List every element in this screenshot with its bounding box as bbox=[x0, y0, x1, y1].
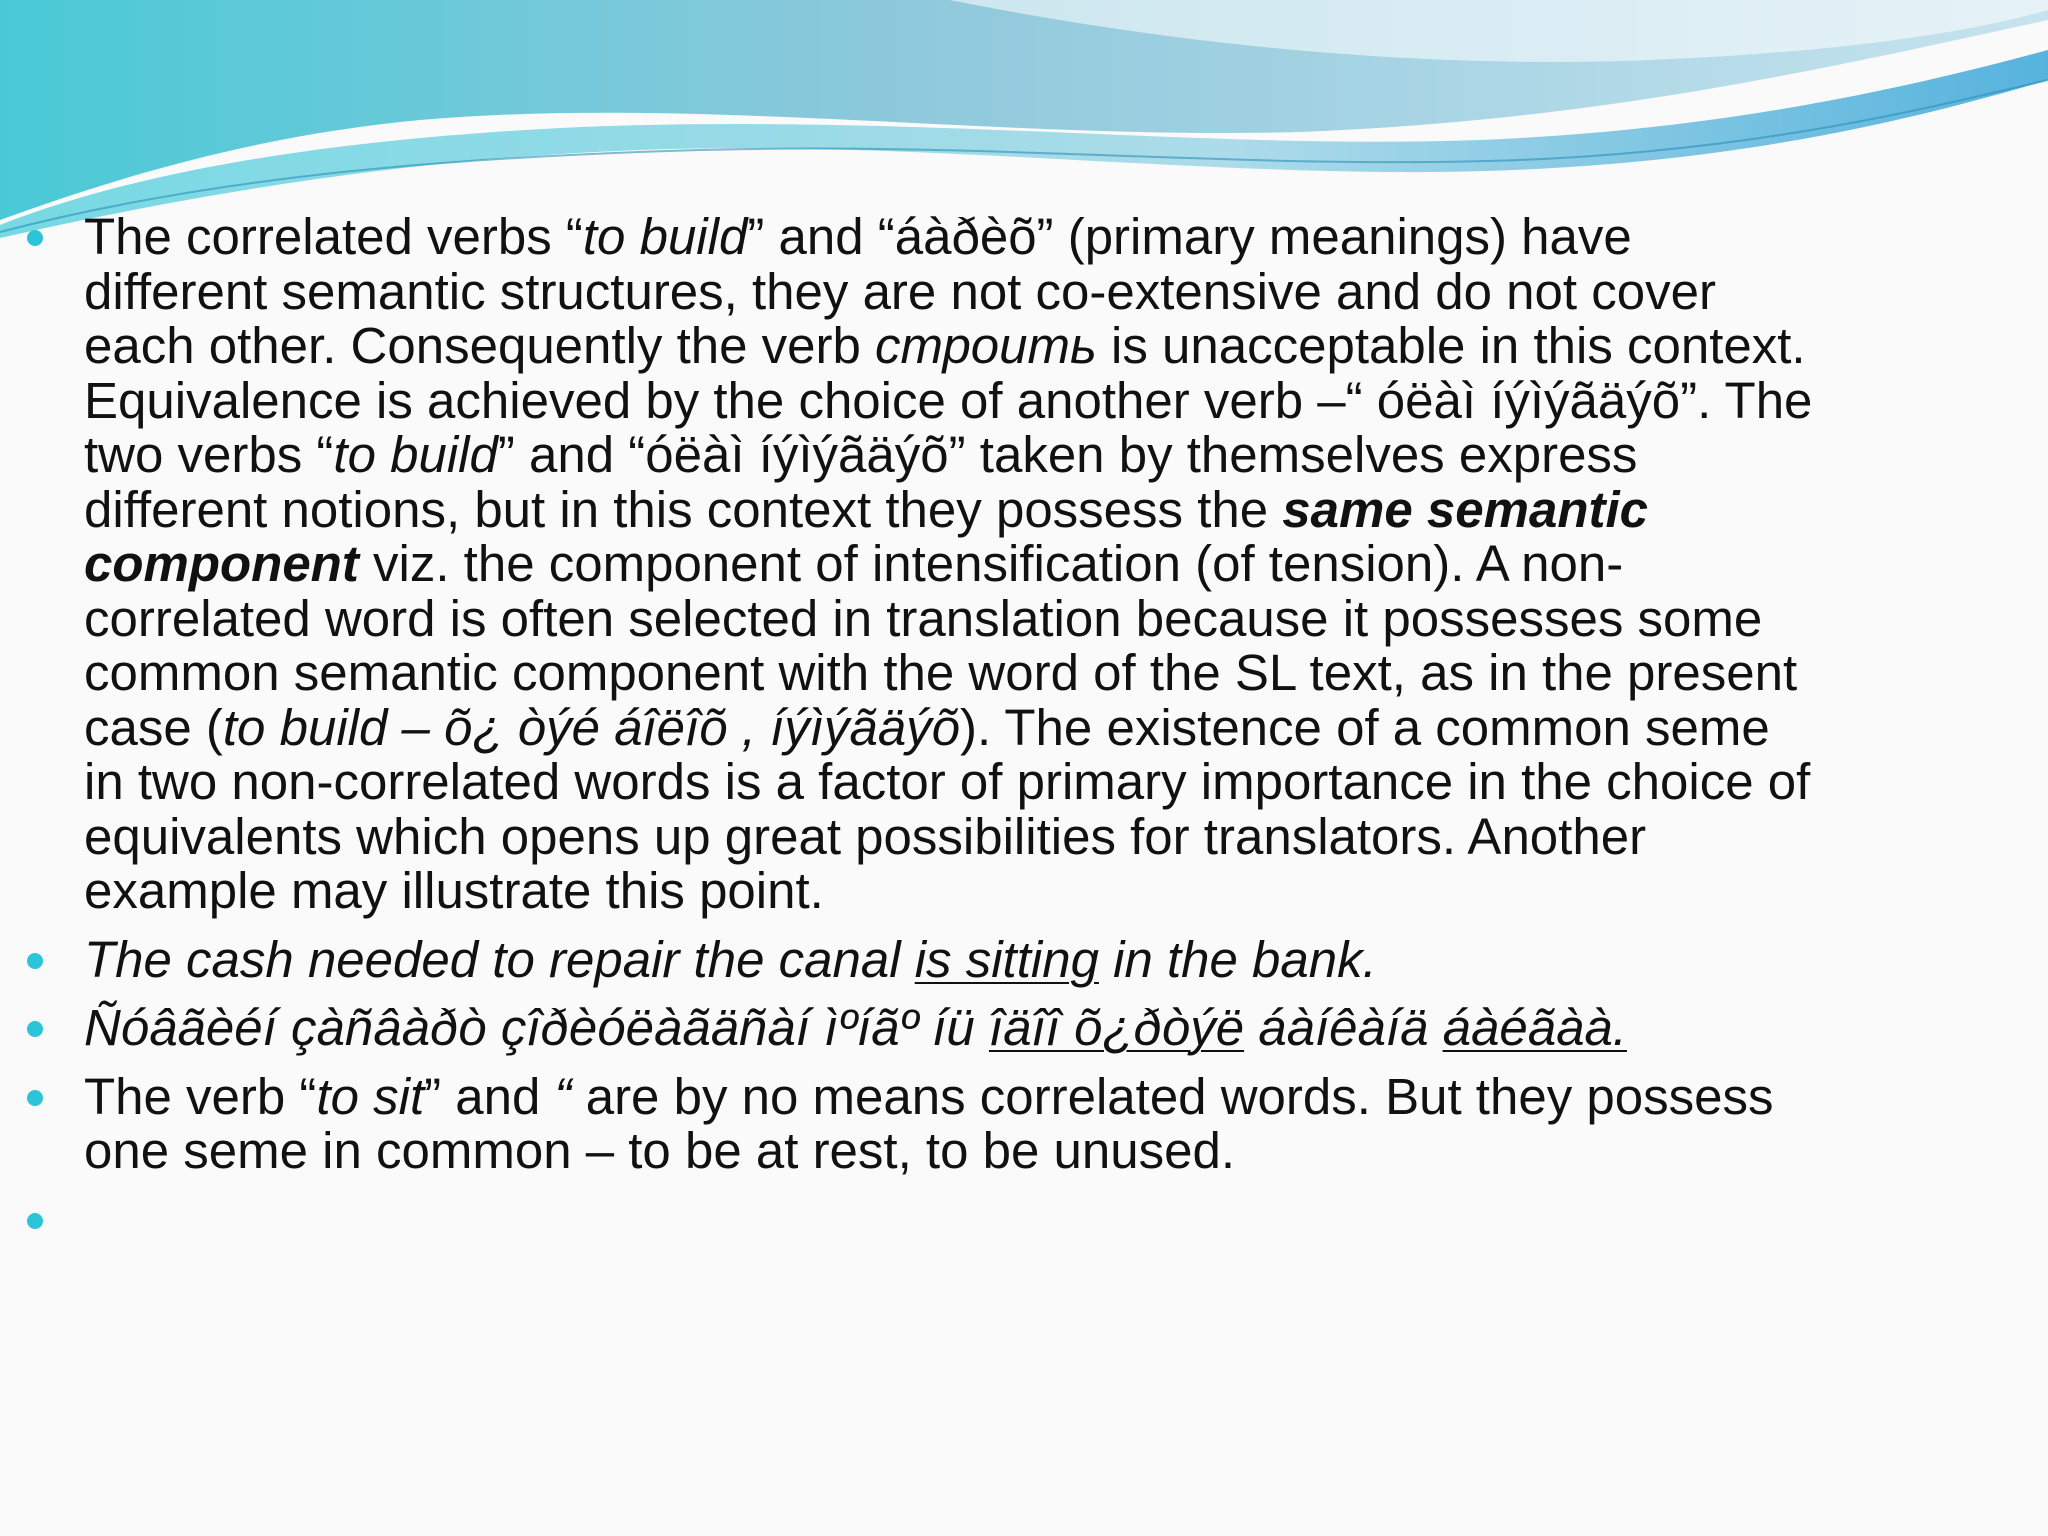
underlined-phrase: is sitting bbox=[914, 930, 1099, 988]
underlined-phrase: áàéãàà. bbox=[1442, 999, 1627, 1056]
text-run: The cash needed to repair the canal bbox=[84, 930, 915, 988]
bullet-empty bbox=[22, 1193, 1822, 1247]
underlined-phrase: îäîî õ¿ðòýë bbox=[988, 999, 1245, 1056]
text-run: in the bank. bbox=[1098, 930, 1377, 988]
bullet-dot-icon bbox=[27, 230, 43, 246]
italic-term: to sit bbox=[316, 1067, 425, 1125]
slide-body bbox=[22, 210, 1822, 1247]
text-run: are by no means correlated words. But they possess one seme in common – to be at rest, to be unused. bbox=[84, 1067, 1774, 1179]
italic-term: строить bbox=[875, 317, 1097, 374]
bullet-dot-icon bbox=[27, 1090, 43, 1106]
text-run: áàíêàíä bbox=[1244, 999, 1443, 1056]
bold-italic-term: same semantic component bbox=[84, 480, 1648, 592]
italic-term: “ bbox=[554, 1067, 572, 1125]
italic-term: to build bbox=[582, 208, 748, 265]
bullet-paragraph-2 bbox=[22, 1067, 1822, 1179]
text-run: Ñóâãèéí çàñâàðò çîðèóëàãäñàí ìºíãº íü bbox=[84, 999, 989, 1056]
bullet-example-english bbox=[22, 930, 1822, 988]
bullet-example-translation bbox=[22, 1001, 1822, 1056]
bullet-dot-icon bbox=[27, 1213, 43, 1229]
italic-term: to build – õ¿ òýé áîëîõ , íýìýãäýõ bbox=[222, 698, 960, 756]
text-run: ” and “óëàì íýìýãäýõ” taken by themselves express different notions, but in this context they possess the bbox=[84, 426, 1638, 538]
text-run: The correlated verbs “ bbox=[84, 208, 583, 265]
bullet-dot-icon bbox=[27, 953, 43, 969]
bullet-paragraph-1 bbox=[22, 210, 1822, 919]
text-run: ). The existence of a common seme in two non-correlated words is a factor of primary importance in the choice of equivalents which opens up great possibilities for translators. Another example may illustrate this point. bbox=[84, 698, 1811, 919]
text-run: viz. the component of intensification (of tension). A non-correlated word is often selected in translation because it possesses some common semantic component with the word of the SL text, as in the present case ( bbox=[84, 535, 1798, 756]
bullet-dot-icon bbox=[27, 1021, 43, 1037]
text-run: ” and “áàðèõ” (primary meanings) have different semantic structures, they are not co-extensive and do not cover each other. Consequently the verb bbox=[84, 208, 1716, 374]
header-wave-decoration bbox=[0, 0, 2048, 240]
text-run: ” and bbox=[424, 1067, 555, 1125]
text-run: The verb “ bbox=[84, 1067, 317, 1125]
italic-term: to build bbox=[333, 426, 498, 483]
text-run: is unacceptable in this context. Equivalence is achieved by the choice of another verb –“ óëàì íýìýãäýõ”. The two verbs “ bbox=[84, 317, 1813, 483]
